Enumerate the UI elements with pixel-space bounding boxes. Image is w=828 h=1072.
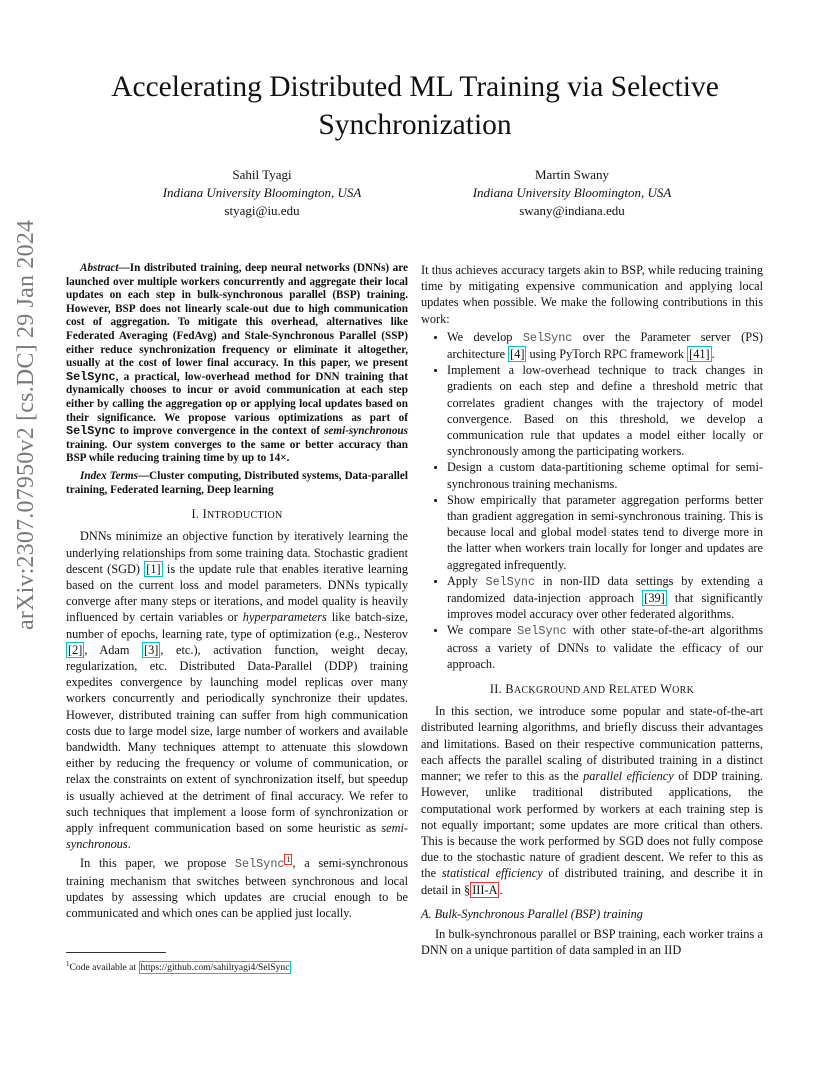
arxiv-identifier-stamp: arXiv:2307.07950v2 [cs.DC] 29 Jan 2024 [13, 219, 39, 630]
author-affiliation: Indiana University Bloomington, USA [472, 185, 672, 200]
author-block-2 [422, 166, 722, 220]
selsync-name: SelSync [66, 424, 116, 439]
subsection-heading-bsp: A. Bulk-Synchronous Parallel (BSP) training [421, 906, 643, 921]
section-heading-background: II. BACKGROUND AND RELATED WORK [489, 682, 695, 697]
index-terms: Index Terms—Cluster computing, Distributed systems, Data-parallel training, Federated learning, Deep learning [66, 469, 408, 496]
list-item: • We develop SelSync over the Parameter server (PS) architecture [4] using PyTorch RPC framework [41] . [447, 329, 763, 362]
footnote-link[interactable]: 1 [286, 855, 291, 865]
right-column [421, 262, 763, 958]
citation-link[interactable]: [3] [144, 642, 159, 657]
author-name: Martin Swany [534, 167, 610, 182]
selsync-name: SelSync [485, 574, 536, 589]
citation-link[interactable]: [41] [689, 347, 710, 362]
contributions-list [421, 329, 763, 672]
abstract: Abstract—In distributed training, deep neural networks (DNNs) are launched over multiple workers concurrently and aggregate their local updates on each step in bulk-synchronous parallel (BSP) training. However, BSP does not linearly scale-out due to high communication cost of aggregation. To mitigate this overhead, alternatives like Federated Averaging (FedAvg) and Stale-Synchronous Parallel (SSP) either reduce synchronization frequency or eliminate it altogether, usually at the cost of lower final accuracy. In this paper, we present SelSync, a practical, low-overhead method for DNN training that dynamically chooses to incur or avoid communication at each step either by calling the aggregation op or applying local updates based on their significance. We propose various optimizations as part of SelSync to improve convergence in the context of semi-synchronous training. Our system converges to the same or better accuracy than BSP while reducing training time by up to 14×. [66, 262, 408, 465]
list-item: • Design a custom data-partitioning scheme optimal for semi-synchronous training mechanisms. [447, 459, 763, 491]
intro-paragraph-2: In this paper, we propose SelSync $^1$ , a semi-synchronous training mechanism that switches between synchronous and local updates by assessing which updates are crucial enough to be communicated and which ones can be applied just locally. [66, 855, 408, 921]
section-cross-reference-link[interactable]: III-A [472, 882, 498, 897]
author-email: styagi@iu.edu [224, 203, 300, 218]
citation-link[interactable]: [1] [146, 561, 161, 576]
author-affiliation: Indiana University Bloomington, USA [162, 185, 362, 200]
list-item: • Implement a low-overhead technique to track changes in gradients on each step and define a threshold metric that correlates gradient changes with the trajectory of model convergence. Based on this threshold, we develop a communication rule that updates a model either locally or synchronously among the participating workers. [447, 362, 763, 459]
selsync-name: SelSync [66, 369, 116, 384]
citation-link[interactable]: [4] [510, 347, 525, 362]
author-name: Sahil Tyagi [232, 167, 292, 182]
selsync-name: SelSync [234, 857, 285, 872]
background-paragraph: In this section, we introduce some popular and state-of-the-art distributed learning algorithms, and briefly discuss their advantages and limitations. Based on their respective communication patterns, each affects the parallel scaling of distributed training in a distinct manner; we refer to this as the parallel efficiency of DDP training. However, unlike traditional distributed applications, the computational work performed by workers at each training step is not equally important; some updates are more critical than others. This is because the work performed by SGD does not fully compose due to the stochastic nature of gradient descent. We refer to this as the statistical efficiency of distributed training, and describe it in detail in § III-A . [421, 704, 763, 897]
intro-paragraph-1: DNNs minimize an objective function by iteratively learning the underlying relationships from some training data. Stochastic gradient descent (SGD) [1] is the update rule that enables iterative learning based on the current loss and model parameters. DNNs typically converge after many steps or iterations, and model quality is heavily influenced by certain variables or hyperparameters like batch-size, number of epochs, learning rate, type of optimization (e.g., Nesterov [2] , Adam [3] , etc.), activation function, weight decay, regularization, etc. Distributed Data-Parallel (DDP) training expedites convergence by launching model replicas over many workers concurrently and periodically synchronize their updates. However, distributed training can suffer from high communication costs due to large model size, large number of workers and available bandwidth. Many techniques attempt to attenuate this slowdown either by reducing the frequency or volume of communication, or relax the constraints on extent of synchronization itself, but speedup is usually achieved at the detriment of final accuracy. We refer to such techniques that implement a loose form of synchronization or apply infrequent communication based on some heuristic as semi-synchronous. [66, 529, 408, 852]
contributions-intro: It thus achieves accuracy targets akin to BSP, while reducing training time by mitigating expensive communication and applying local updates when possible. We make the following contributions in this work: [421, 263, 763, 326]
author-email: swany@indiana.edu [519, 203, 625, 218]
left-column [66, 262, 408, 921]
paper-title: Accelerating Distributed ML Training via Selective Synchronization [111, 71, 719, 141]
list-item: • Apply SelSync in non-IID data settings by extending a randomized data-injection approach [39] that significantly improves model accuracy over other federated algorithms. [447, 573, 763, 623]
list-item: • Show empirically that parameter aggregation performs better than gradient aggregation in semi-synchronous training. This is because local and global model states tend to diverge more in the latter when workers train locally for longer and updates are aggregated infrequently. [447, 492, 763, 573]
code-repository-link[interactable]: https://github.com/sahiltyagi4/SelSync [140, 962, 290, 974]
author-block-1 [112, 166, 412, 220]
bsp-paragraph: In bulk-synchronous parallel or BSP training, each worker trains a DNN on a unique partition of data sampled in an IID [421, 926, 763, 958]
citation-link[interactable]: [39] [644, 591, 665, 606]
section-heading-introduction: I. INTRODUCTION [191, 507, 283, 522]
list-item: • We compare SelSync with other state-of-the-art algorithms across a variety of DNNs to validate the efficacy of our approach. [447, 622, 763, 672]
selsync-name: SelSync [517, 624, 567, 639]
selsync-name: SelSync [522, 330, 573, 345]
footnote: $^1$Code available at https://github.com/sahiltyagi4/SelSync [66, 960, 290, 974]
abstract-label: Abstract [80, 262, 119, 274]
citation-link[interactable]: [2] [68, 642, 83, 657]
footnote-divider [66, 952, 166, 953]
